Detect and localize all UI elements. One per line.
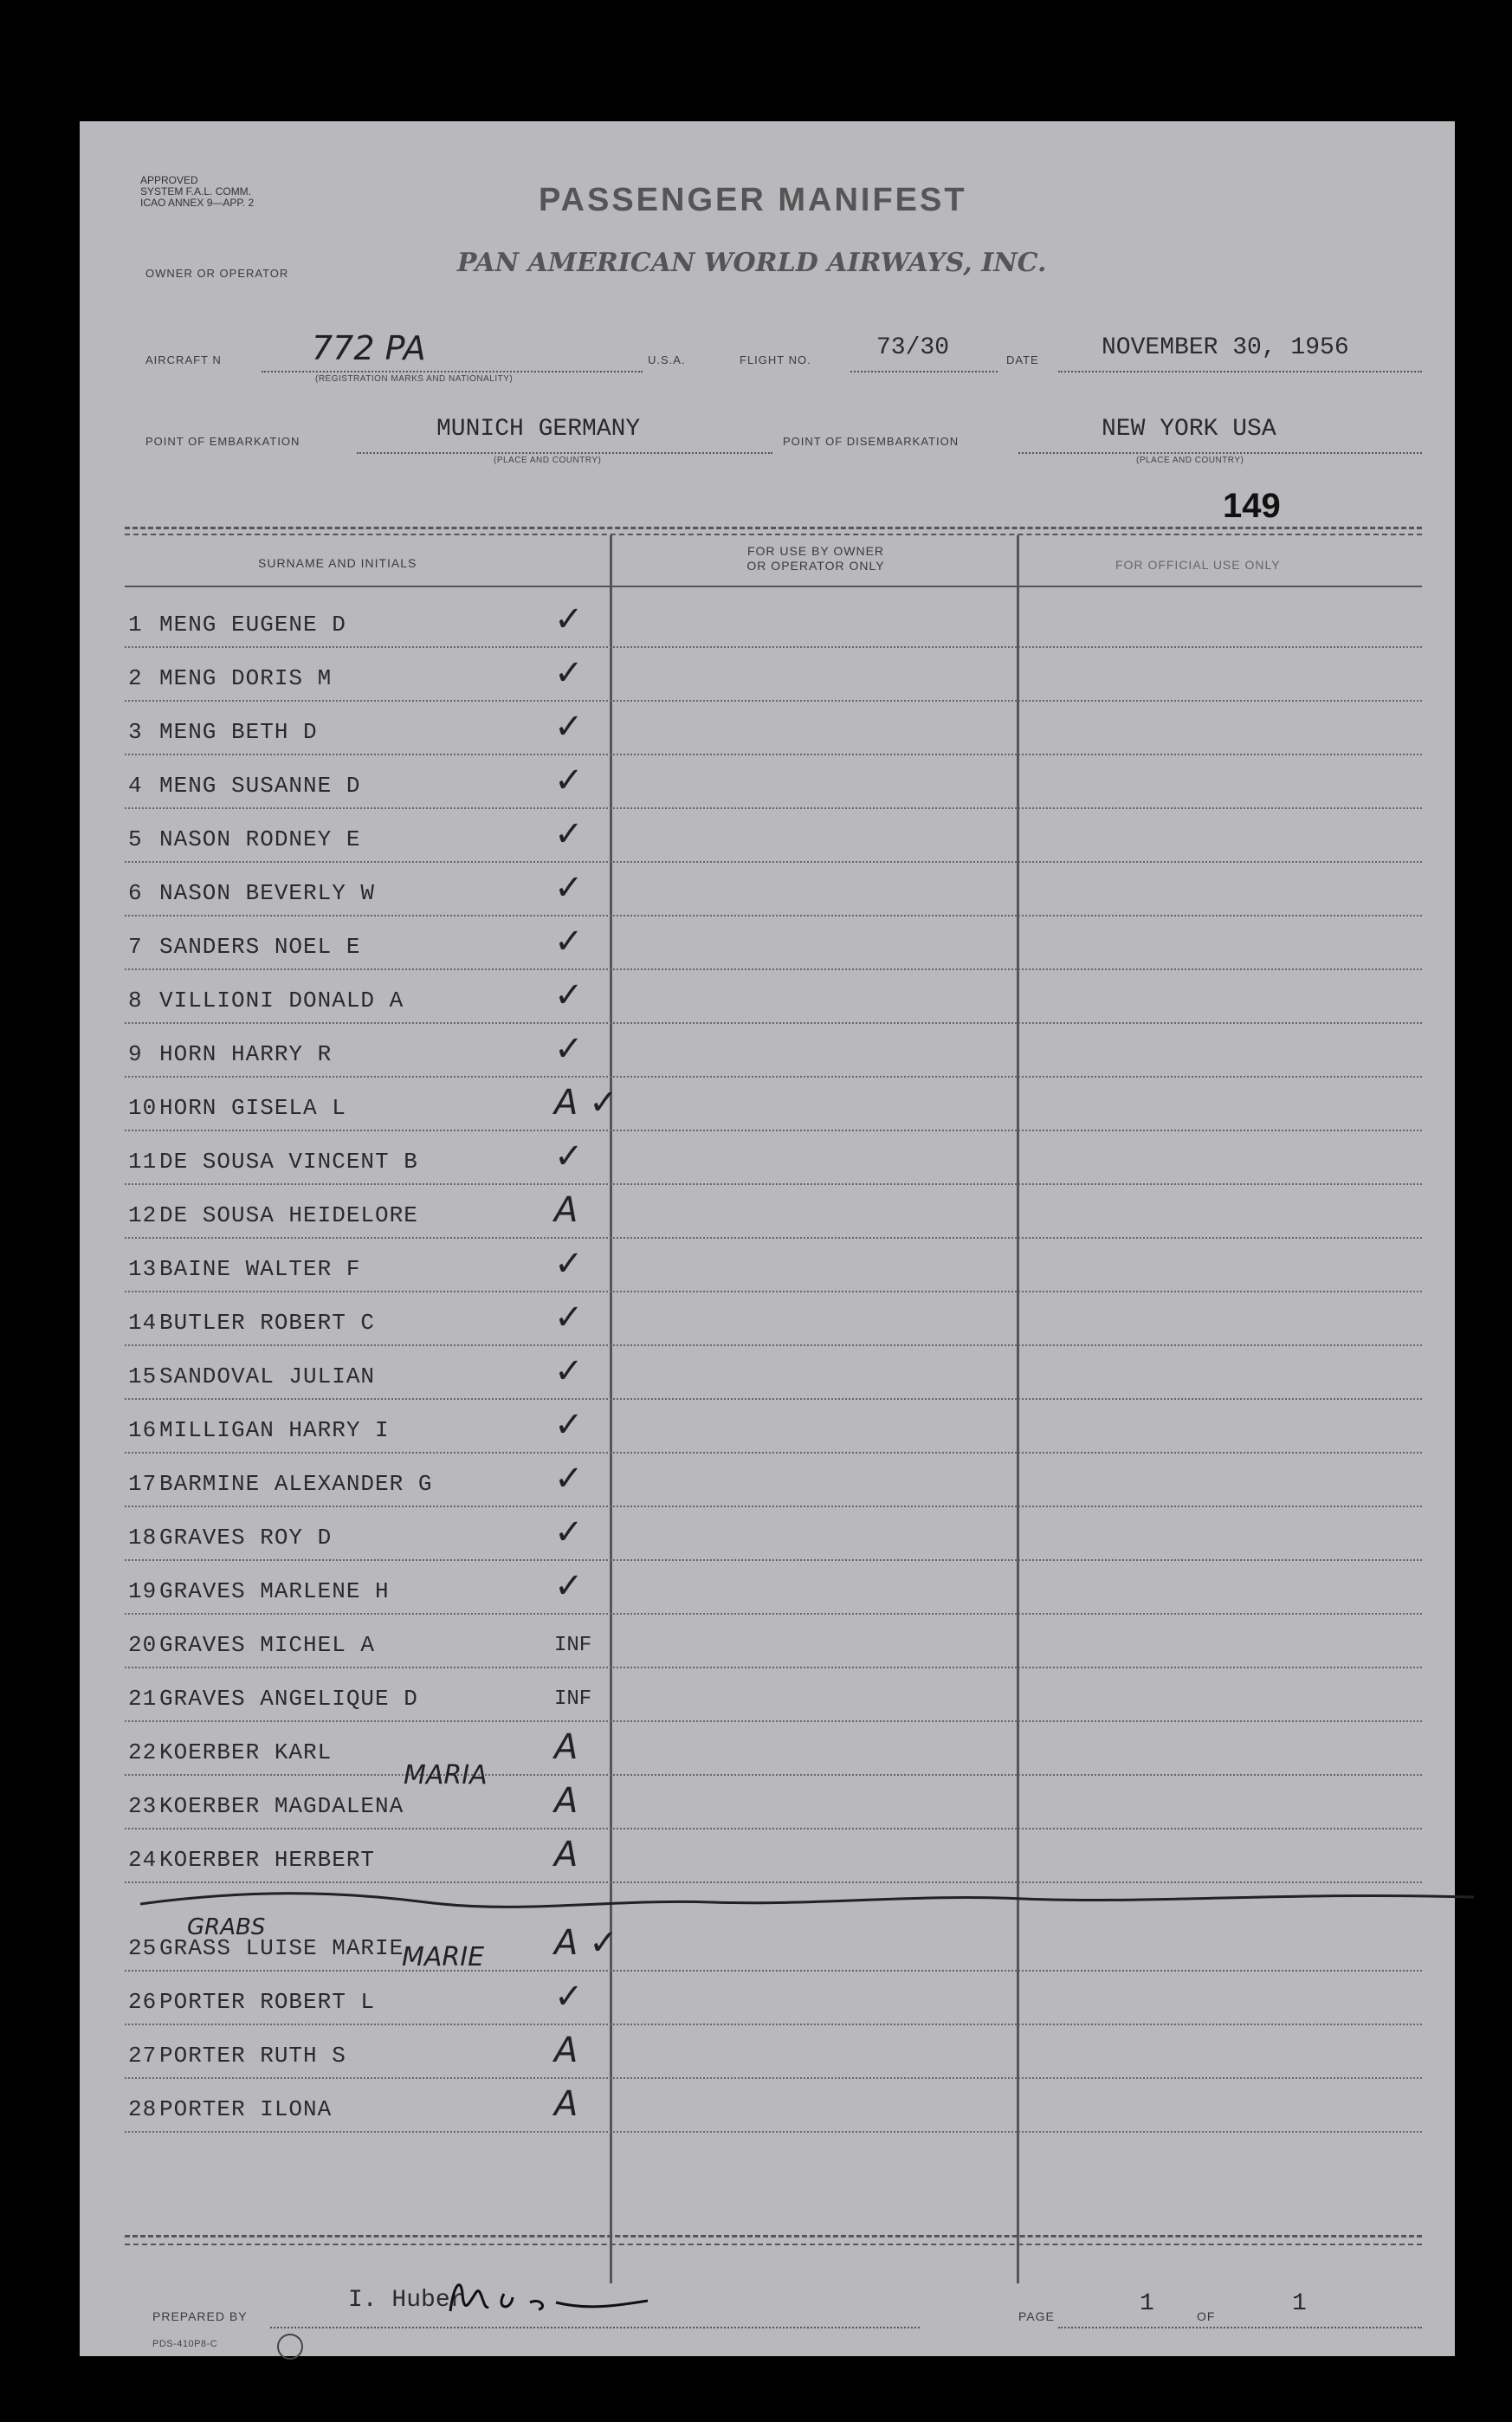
passenger-number: 18 [128,1525,158,1551]
passenger-row [128,880,375,906]
passenger-name: MENG EUGENE D [159,612,346,638]
passenger-number: 19 [128,1578,158,1604]
passenger-name: MENG BETH D [159,719,318,745]
row-line [125,1022,1422,1024]
passenger-number: 11 [128,1149,158,1175]
passenger-check-mark: A ✓ [554,1923,618,1963]
row-line [125,861,1422,863]
passenger-name: VILLIONI DONALD A [159,988,404,1013]
date-underline [1058,371,1422,372]
passenger-name: GRAVES ROY D [159,1525,333,1551]
row-line [125,1291,1422,1292]
passenger-name: DE SOUSA HEIDELORE [159,1202,418,1228]
flight-value: 73/30 [876,334,950,361]
passenger-row [128,1095,346,1121]
passenger-check-mark: ✓ [554,1512,584,1552]
aircraft-underline [262,371,643,372]
passenger-check-mark: ✓ [554,868,584,908]
passenger-check-mark: A [554,1190,578,1230]
passenger-number: 2 [128,665,143,691]
embark-underline [357,452,772,454]
passenger-row [128,1471,432,1497]
passenger-name: BARMINE ALEXANDER G [159,1471,433,1497]
disembark-value: NEW YORK USA [1102,416,1276,443]
aircraft-label: AIRCRAFT N [145,353,222,366]
passenger-check-mark: ✓ [554,1459,584,1499]
passenger-row [128,1202,418,1228]
passenger-number: 27 [128,2043,158,2069]
passenger-check-mark: A [554,1727,578,1767]
airline-name: PAN AMERICAN WORLD AIRWAYS, INC. [457,248,1047,278]
passenger-check-mark: ✓ [554,1405,584,1445]
passenger-row [128,1310,375,1336]
col-owner-use-line1: FOR USE BY OWNER [746,544,885,558]
passenger-row [128,719,318,745]
row-line [125,915,1422,916]
passenger-check-mark: INF [554,1634,592,1657]
passenger-row [128,1363,375,1389]
passenger-name: MILLIGAN HARRY I [159,1417,390,1443]
passenger-row [128,934,360,960]
passenger-check-mark: ✓ [554,922,584,962]
passenger-check-mark: ✓ [554,761,584,800]
flight-label: FLIGHT NO. [740,353,811,366]
row-line [125,2024,1422,2025]
passenger-row [128,1149,418,1175]
passenger-row [128,2096,332,2122]
passenger-name: BAINE WALTER F [159,1256,361,1282]
annotation-marie: MARIE [402,1942,485,1972]
page-label: PAGE [1018,2309,1055,2323]
passenger-row [128,2043,346,2069]
passenger-row [128,1632,375,1658]
page-underline [1058,2327,1422,2328]
passenger-number: 25 [128,1935,158,1961]
signature-scribble [443,2268,651,2328]
column-divider-2 [1017,535,1019,2283]
passenger-number: 3 [128,719,143,745]
row-line [125,646,1422,648]
stamp-line-2: SYSTEM F.A.L. COMM. [140,185,252,198]
row-line [125,1828,1422,1829]
row-line [125,1720,1422,1722]
row-line [125,968,1422,970]
passenger-check-mark: A [554,1781,578,1821]
passenger-check-mark: ✓ [554,1977,584,2017]
row-line [125,1237,1422,1239]
passenger-row [128,1686,418,1712]
passenger-number: 5 [128,826,143,852]
passenger-name: SANDOVAL JULIAN [159,1363,376,1389]
passenger-name: GRASS LUISE MARIE [159,1935,404,1961]
passenger-number: 26 [128,1989,158,2015]
date-value: NOVEMBER 30, 1956 [1102,334,1349,361]
disembark-underline [1018,452,1422,454]
passenger-check-mark: INF [554,1687,592,1711]
passenger-number: 4 [128,773,143,799]
annotation-maria: MARIA [404,1760,488,1791]
passenger-row [128,1847,375,1873]
passenger-row [128,1793,404,1819]
passenger-number: 9 [128,1041,143,1067]
row-line [125,1344,1422,1346]
passenger-row [128,1525,332,1551]
passenger-number: 8 [128,988,143,1013]
passenger-row [128,826,360,852]
embark-label: POINT OF EMBARKATION [145,435,300,448]
passenger-check-mark: A [554,2030,578,2070]
column-divider-1 [610,535,612,2283]
passenger-name: DE SOUSA VINCENT B [159,1149,418,1175]
prepared-value: I. Huber [348,2287,465,2314]
passenger-check-mark: ✓ [554,707,584,747]
passenger-number: 12 [128,1202,158,1228]
embark-sub: (PLACE AND COUNTRY) [494,456,602,465]
passenger-row [128,1041,332,1067]
row-line [125,1613,1422,1615]
page-value: 1 [1140,2290,1154,2317]
passenger-name: NASON RODNEY E [159,826,361,852]
usa-label: U.S.A. [648,353,686,366]
passenger-name: NASON BEVERLY W [159,880,376,906]
page-number: 149 [1223,487,1281,525]
header-top-line-2 [125,534,1422,535]
row-line [125,754,1422,755]
prepared-label: PREPARED BY [152,2309,248,2323]
passenger-number: 1 [128,612,143,638]
passenger-row [128,1256,360,1282]
flight-underline [850,371,998,372]
passenger-number: 24 [128,1847,158,1873]
passenger-number: 17 [128,1471,158,1497]
passenger-check-mark: ✓ [554,1298,584,1337]
passenger-check-mark: ✓ [554,1137,584,1176]
header-top-line [125,527,1422,529]
header-bottom-line [125,586,1422,587]
passenger-number: 10 [128,1095,158,1121]
passenger-number: 20 [128,1632,158,1658]
passenger-check-mark: ✓ [554,653,584,693]
passenger-number: 22 [128,1739,158,1765]
passenger-row [128,1578,390,1604]
passenger-name: KOERBER MAGDALENA [159,1793,404,1819]
manifest-page [80,121,1455,2356]
passenger-name: GRAVES ANGELIQUE D [159,1686,418,1712]
aircraft-value: 772 PA [312,329,426,367]
passenger-name: SANDERS NOEL E [159,934,361,960]
passenger-row [128,1935,404,1961]
passenger-row [128,1739,332,1765]
disembark-sub: (PLACE AND COUNTRY) [1136,456,1244,465]
passenger-check-mark: ✓ [554,1029,584,1069]
passenger-row [128,988,404,1013]
row-line [125,1398,1422,1400]
union-bug-icon [277,2334,303,2360]
passenger-row [128,1989,375,2015]
passenger-number: 7 [128,934,143,960]
form-code: PDS-410P8-C [152,2339,218,2349]
passenger-name: GRAVES MICHEL A [159,1632,376,1658]
row-line [125,1452,1422,1454]
of-label: OF [1197,2309,1216,2323]
passenger-number: 14 [128,1310,158,1336]
page-title: PASSENGER MANIFEST [539,182,967,218]
of-value: 1 [1292,2290,1307,2317]
passenger-name: KOERBER KARL [159,1739,333,1765]
row-line [125,1076,1422,1078]
row-line [125,1774,1422,1776]
stamp-line-3: ICAO ANNEX 9—APP. 2 [140,197,255,209]
passenger-number: 23 [128,1793,158,1819]
aircraft-sub: (REGISTRATION MARKS AND NATIONALITY) [315,374,514,384]
col-surname: SURNAME AND INITIALS [258,556,417,570]
table-bottom-line-2 [125,2244,1422,2245]
row-line [125,807,1422,809]
passenger-name: HORN GISELA L [159,1095,346,1121]
table-bottom-line [125,2235,1422,2237]
passenger-number: 15 [128,1363,158,1389]
passenger-check-mark: ✓ [554,975,584,1015]
passenger-number: 13 [128,1256,158,1282]
passenger-check-mark: A [554,2084,578,2124]
passenger-row [128,665,332,691]
passenger-name: GRAVES MARLENE H [159,1578,390,1604]
passenger-check-mark: A ✓ [554,1083,618,1123]
passenger-check-mark: ✓ [554,814,584,854]
row-line [125,2131,1422,2133]
owner-label: OWNER OR OPERATOR [145,267,289,280]
stamp-line-1: APPROVED [140,174,198,186]
passenger-name: PORTER ILONA [159,2096,333,2122]
passenger-check-mark: A [554,1835,578,1875]
passenger-row [128,612,346,638]
date-label: DATE [1006,353,1039,366]
embark-value: MUNICH GERMANY [436,416,641,443]
passenger-name: PORTER RUTH S [159,2043,346,2069]
col-owner-use [651,544,980,573]
annotation-grabs: GRABS [187,1914,266,1940]
passenger-name: MENG SUSANNE D [159,773,361,799]
passenger-number: 28 [128,2096,158,2122]
passenger-number: 6 [128,880,143,906]
passenger-check-mark: ✓ [554,599,584,639]
passenger-row [128,773,360,799]
col-official: FOR OFFICIAL USE ONLY [1115,558,1281,572]
wavy-separator-line [140,1880,1491,1923]
approval-stamp [140,175,254,209]
row-line [125,700,1422,702]
passenger-name: HORN HARRY R [159,1041,333,1067]
row-line [125,2077,1422,2079]
row-line [125,1667,1422,1668]
passenger-number: 21 [128,1686,158,1712]
passenger-name: PORTER ROBERT L [159,1989,376,2015]
passenger-number: 16 [128,1417,158,1443]
col-owner-use-line2: OR OPERATOR ONLY [746,559,885,573]
passenger-check-mark: ✓ [554,1566,584,1606]
passenger-check-mark: ✓ [554,1244,584,1284]
row-line [125,1506,1422,1507]
row-line [125,1183,1422,1185]
passenger-check-mark: ✓ [554,1351,584,1391]
row-line [125,1130,1422,1131]
passenger-name: KOERBER HERBERT [159,1847,376,1873]
disembark-label: POINT OF DISEMBARKATION [783,435,960,448]
passenger-row [128,1417,390,1443]
row-line [125,1559,1422,1561]
passenger-name: BUTLER ROBERT C [159,1310,376,1336]
row-line [125,1970,1422,1972]
passenger-name: MENG DORIS M [159,665,333,691]
